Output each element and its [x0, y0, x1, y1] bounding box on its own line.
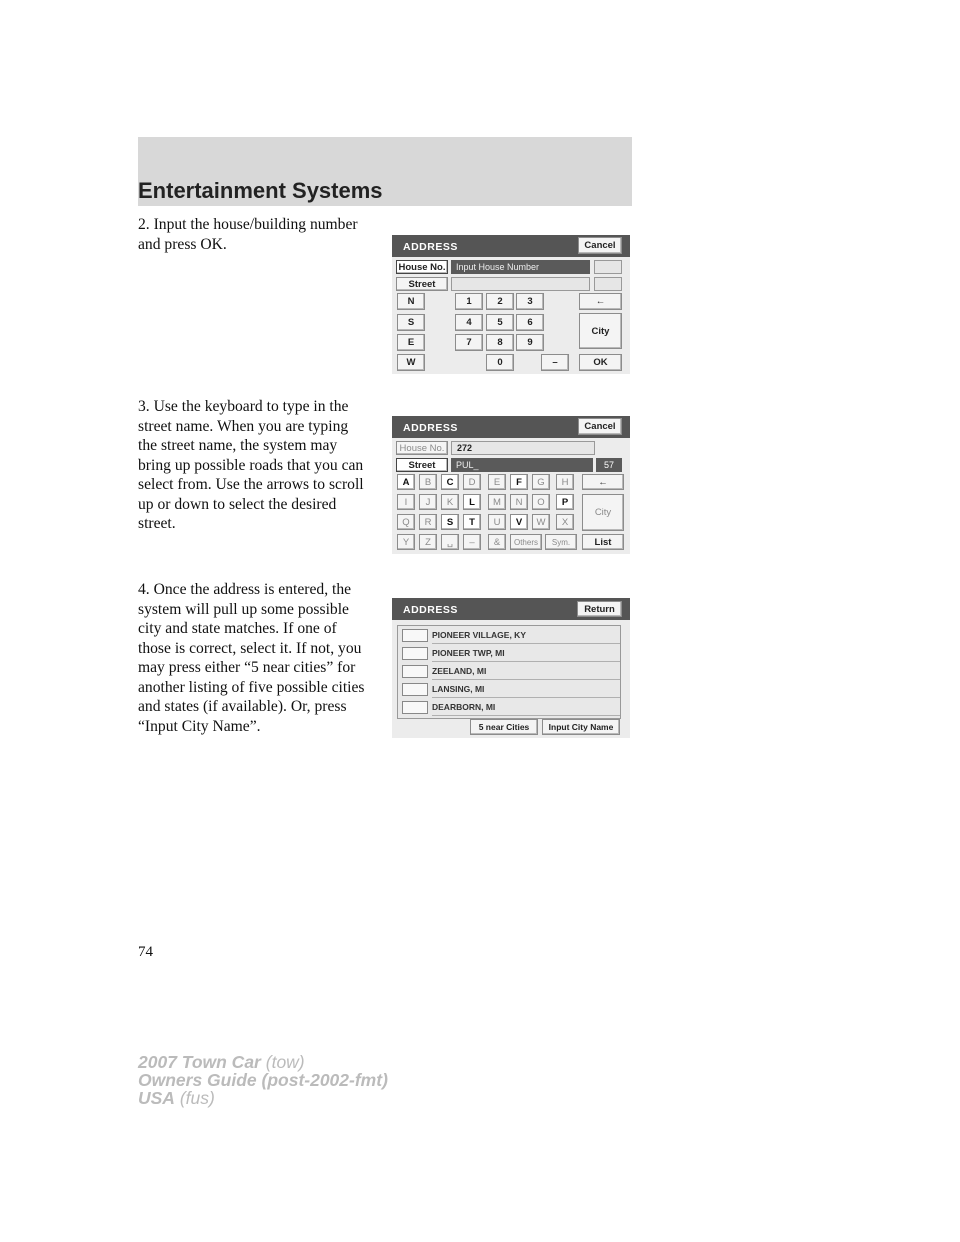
direction-s-button[interactable]: S — [397, 314, 425, 331]
select-square-icon[interactable] — [402, 647, 428, 660]
street-count — [594, 277, 622, 291]
key-r[interactable]: R — [419, 514, 437, 530]
screen-title: ADDRESS — [403, 604, 458, 616]
house-number-value[interactable]: 272 — [451, 441, 595, 455]
list-item[interactable] — [398, 681, 620, 698]
street-input[interactable]: PUL_ — [451, 458, 593, 472]
house-no-button[interactable]: House No. — [396, 441, 448, 455]
key-q[interactable]: Q — [397, 514, 415, 530]
others-button[interactable]: Others — [510, 534, 542, 550]
key-dash[interactable]: – — [463, 534, 481, 550]
list-item[interactable] — [398, 663, 620, 680]
key-s[interactable]: S — [441, 514, 459, 530]
footer-line-2: Owners Guide (post-2002-fmt) — [138, 1070, 388, 1090]
key-f[interactable]: F — [510, 474, 528, 490]
key-j[interactable]: J — [419, 494, 437, 510]
city-button[interactable]: City — [582, 494, 624, 531]
digit-6-button[interactable]: 6 — [516, 314, 544, 331]
backspace-button[interactable] — [582, 474, 624, 490]
five-near-cities-button[interactable]: 5 near Cities — [470, 719, 538, 735]
select-square-icon[interactable] — [402, 701, 428, 714]
street-button[interactable]: Street — [396, 277, 448, 291]
city-name: PIONEER VILLAGE, KY — [432, 628, 620, 644]
house-no-button[interactable]: House No. — [396, 260, 448, 274]
step-3-text: 3. Use the keyboard to type in the street name. When you are typing the street name, the system may bring up possible roads that you can select from. Use the arrows to scroll up or down to select the desired street. — [138, 398, 364, 532]
step-2-text: 2. Input the house/building number and press OK. — [138, 216, 358, 253]
key-o[interactable]: O — [532, 494, 550, 510]
list-button[interactable]: List — [582, 534, 624, 550]
address-screen-street-keyboard — [392, 416, 630, 554]
key-t[interactable]: T — [463, 514, 481, 530]
list-item[interactable] — [398, 627, 620, 644]
digit-5-button[interactable]: 5 — [486, 314, 514, 331]
key-space[interactable]: ␣ — [441, 534, 459, 550]
backspace-button[interactable] — [579, 293, 622, 310]
key-n[interactable]: N — [510, 494, 528, 510]
key-u[interactable]: U — [488, 514, 506, 530]
key-c[interactable]: C — [441, 474, 459, 490]
ok-button[interactable]: OK — [579, 354, 622, 371]
address-screen-city-matches — [392, 598, 630, 738]
key-e[interactable]: E — [488, 474, 506, 490]
select-square-icon[interactable] — [402, 665, 428, 678]
screen-title: ADDRESS — [403, 241, 458, 253]
city-name: ZEELAND, MI — [432, 664, 620, 680]
cancel-button[interactable]: Cancel — [578, 237, 622, 254]
key-ampersand[interactable]: & — [488, 534, 506, 550]
direction-w-button[interactable]: W — [397, 354, 425, 371]
key-d[interactable]: D — [463, 474, 481, 490]
key-k[interactable]: K — [441, 494, 459, 510]
list-item[interactable] — [398, 645, 620, 662]
key-v[interactable]: V — [510, 514, 528, 530]
key-b[interactable]: B — [419, 474, 437, 490]
digit-8-button[interactable]: 8 — [486, 334, 514, 351]
symbols-button[interactable]: Sym. — [545, 534, 577, 550]
direction-e-button[interactable]: E — [397, 334, 425, 351]
return-button[interactable]: Return — [577, 601, 622, 617]
screen-title: ADDRESS — [403, 422, 458, 434]
direction-n-button[interactable]: N — [397, 293, 425, 310]
street-button[interactable]: Street — [396, 458, 448, 472]
key-x[interactable]: X — [556, 514, 574, 530]
city-name: LANSING, MI — [432, 682, 620, 698]
back-arrow-icon: ← — [595, 296, 606, 307]
match-count: 57 — [596, 458, 622, 472]
key-l[interactable]: L — [463, 494, 481, 510]
list-item[interactable] — [398, 699, 620, 716]
key-w[interactable]: W — [532, 514, 550, 530]
key-a[interactable]: A — [397, 474, 415, 490]
key-m[interactable]: M — [488, 494, 506, 510]
section-title: Entertainment Systems — [138, 178, 383, 203]
key-z[interactable]: Z — [419, 534, 437, 550]
key-h[interactable]: H — [556, 474, 574, 490]
footer-line-3: USA (fus) — [138, 1088, 215, 1108]
house-number-count — [594, 260, 622, 274]
page-number: 74 — [138, 944, 153, 960]
select-square-icon[interactable] — [402, 629, 428, 642]
city-name: PIONEER TWP, MI — [432, 646, 620, 662]
digit-3-button[interactable]: 3 — [516, 293, 544, 310]
key-p[interactable]: P — [556, 494, 574, 510]
cancel-button[interactable]: Cancel — [578, 418, 622, 435]
city-name: DEARBORN, MI — [432, 700, 620, 716]
digit-2-button[interactable]: 2 — [486, 293, 514, 310]
back-arrow-icon: ← — [598, 476, 608, 488]
digit-7-button[interactable]: 7 — [455, 334, 483, 351]
house-number-input[interactable]: Input House Number — [451, 260, 590, 274]
key-y[interactable]: Y — [397, 534, 415, 550]
key-g[interactable]: G — [532, 474, 550, 490]
digit-9-button[interactable]: 9 — [516, 334, 544, 351]
digit-1-button[interactable]: 1 — [455, 293, 483, 310]
input-city-name-button[interactable]: Input City Name — [542, 719, 620, 735]
address-screen-house-number — [392, 235, 630, 374]
digit-4-button[interactable]: 4 — [455, 314, 483, 331]
footer-block — [138, 1053, 388, 1107]
city-button[interactable]: City — [579, 313, 622, 349]
step-4-text: 4. Once the address is entered, the system will pull up some possible city and state matches. If one of those is correct, select it. If not, you may press either “5 near cities” for another listing of five possible cities and states (if available). Or, press “Input City Name”. — [138, 581, 365, 735]
dash-button[interactable]: – — [541, 354, 569, 371]
digit-0-button[interactable]: 0 — [486, 354, 514, 371]
select-square-icon[interactable] — [402, 683, 428, 696]
street-input[interactable] — [451, 277, 590, 291]
city-match-list — [397, 625, 621, 719]
footer-line-1: 2007 Town Car (tow) — [138, 1052, 305, 1072]
key-i[interactable]: I — [397, 494, 415, 510]
